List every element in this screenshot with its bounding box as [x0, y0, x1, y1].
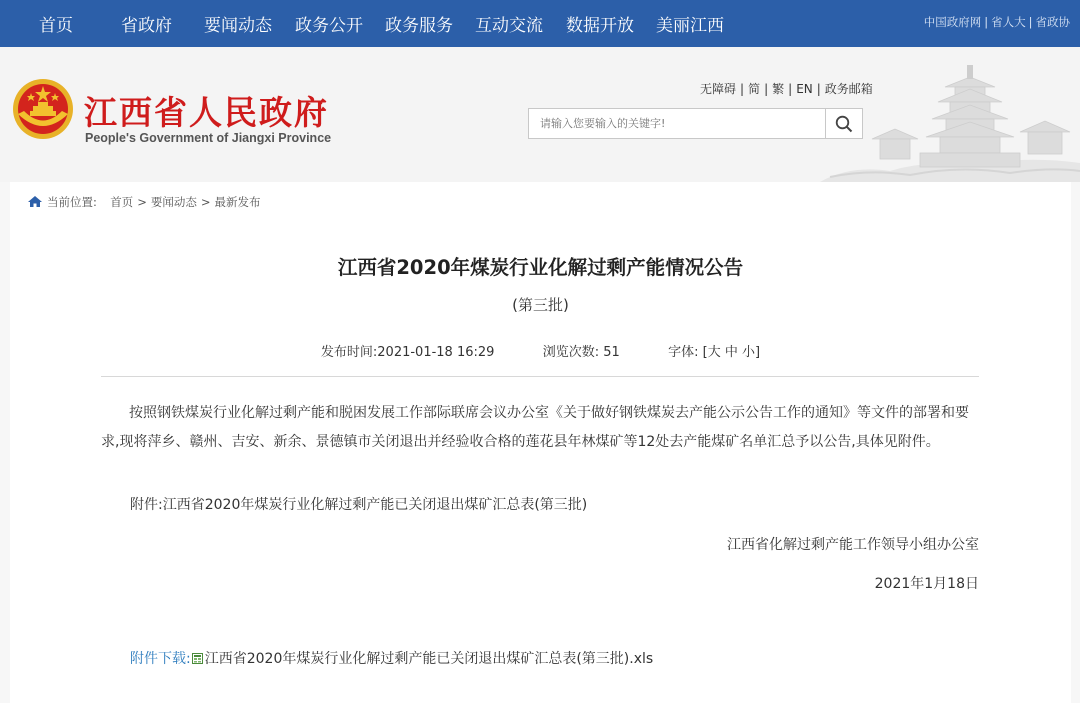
nav-item-interaction[interactable]: 互动交流 — [475, 16, 543, 36]
breadcrumb-home[interactable]: 首页 — [110, 195, 134, 209]
article-body: 按照钢铁煤炭行业化解过剩产能和脱困发展工作部际联席会议办公室《关于做好钢铁煤炭去产能公示公告工作的通知》等文件的部署和要求,现将萍乡、赣州、吉安、新余、景德镇市关闭退出并经验收合格的莲花县年林煤矿等12处去产能煤矿名单汇总予以公告,具体见附件。 — [101, 405, 969, 450]
font-size-small[interactable]: 小 — [742, 345, 756, 360]
site-subtitle: People's Government of Jiangxi Province — [85, 131, 332, 145]
link-provincial-congress[interactable]: 省人大 — [991, 15, 1026, 29]
nav-item-provincial-government[interactable]: 省政府 — [121, 16, 172, 36]
nav-item-news[interactable]: 要闻动态 — [204, 16, 272, 36]
font-size-large[interactable]: 大 — [707, 345, 721, 360]
link-traditional[interactable]: 繁 — [772, 82, 785, 96]
breadcrumb — [28, 194, 260, 210]
link-separator: | — [1028, 15, 1033, 29]
external-links — [924, 14, 1070, 30]
site-header — [0, 47, 1080, 182]
attachment-note: 附件:江西省2020年煤炭行业化解过剩产能已关闭退出煤矿汇总表(第三批) — [130, 497, 588, 513]
breadcrumb-separator: > — [200, 195, 211, 209]
font-size-label: 字体: — [668, 345, 699, 360]
breadcrumb-separator: > — [137, 195, 147, 209]
nav-item-beautiful-jiangxi[interactable]: 美丽江西 — [656, 16, 724, 36]
article-meta — [10, 341, 1071, 360]
publish-time-label: 发布时间: — [320, 345, 378, 360]
breadcrumb-latest[interactable]: 最新发布 — [214, 195, 261, 209]
home-icon — [28, 196, 42, 207]
font-size-bracket: ] — [755, 345, 761, 360]
tengwang-pavilion-illustration — [820, 47, 1080, 182]
link-provincial-cppcc[interactable]: 省政协 — [1035, 15, 1070, 29]
nav-item-home[interactable]: 首页 — [39, 16, 73, 36]
link-accessibility[interactable]: 无障碍 — [700, 82, 737, 96]
divider — [101, 376, 979, 377]
national-emblem-icon — [12, 78, 74, 140]
font-size-bracket: [ — [702, 345, 708, 360]
breadcrumb-label: 当前位置: — [47, 195, 97, 209]
font-size-medium[interactable]: 中 — [724, 345, 738, 360]
search-box — [528, 108, 863, 139]
article-title: 江西省2020年煤炭行业化解过剩产能情况公告 — [337, 256, 744, 279]
download-label: 附件下载: — [130, 651, 191, 667]
attachment-download — [130, 648, 653, 668]
site-title[interactable]: 江西省人民政府 — [84, 93, 329, 132]
breadcrumb-news[interactable]: 要闻动态 — [150, 195, 197, 209]
signature-date: 2021年1月18日 — [874, 576, 979, 592]
publish-time: 2021-01-18 16:29 — [377, 345, 495, 360]
article-panel — [10, 182, 1071, 703]
link-separator: | — [816, 82, 821, 96]
link-government-mailbox[interactable]: 政务邮箱 — [824, 82, 873, 96]
link-separator: | — [984, 15, 989, 29]
nav-item-government-affairs-disclosure[interactable]: 政务公开 — [295, 16, 363, 36]
spreadsheet-file-icon — [192, 653, 203, 664]
link-china-government[interactable]: 中国政府网 — [923, 15, 982, 29]
nav-item-open-data[interactable]: 数据开放 — [566, 16, 634, 36]
signature-organization: 江西省化解过剩产能工作领导小组办公室 — [727, 537, 979, 553]
nav-item-government-services[interactable]: 政务服务 — [385, 16, 453, 36]
article-subtitle: (第三批) — [512, 296, 569, 314]
view-count: 51 — [603, 345, 620, 360]
link-separator: | — [788, 82, 793, 96]
link-separator: | — [764, 82, 769, 96]
search-input[interactable] — [529, 109, 825, 138]
link-simplified[interactable]: 简 — [748, 82, 761, 96]
link-separator: | — [740, 82, 745, 96]
views-label: 浏览次数: — [542, 345, 600, 360]
download-file-link[interactable]: 江西省2020年煤炭行业化解过剩产能已关闭退出煤矿汇总表(第三批).xls — [204, 651, 654, 667]
top-nav-bar — [0, 0, 1080, 47]
link-english[interactable]: EN — [796, 82, 813, 96]
